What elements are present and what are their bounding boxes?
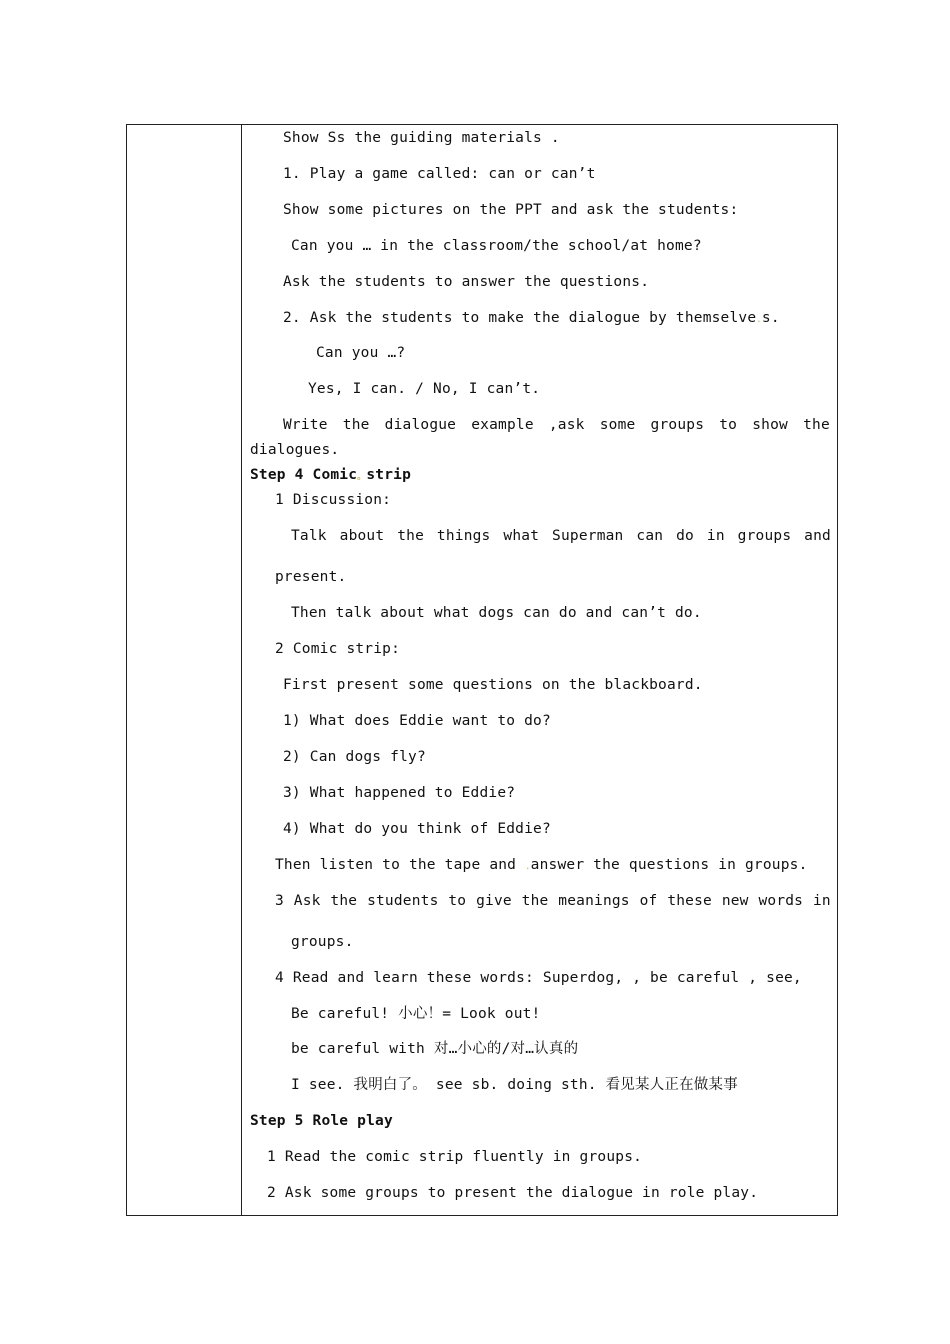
text-line: 2 Comic strip: <box>275 641 401 657</box>
text-line: Show Ss the guiding materials . <box>283 130 560 146</box>
text-line: 1. Play a game called: can or can’t <box>283 166 596 182</box>
word: do <box>676 528 694 544</box>
word: of <box>639 893 658 909</box>
word: ,ask <box>548 417 585 433</box>
text-line: 2 Ask some groups to present the dialogue in role play. <box>267 1185 759 1201</box>
text-line: dialogues. <box>250 442 340 458</box>
word: the <box>803 417 830 433</box>
word: in <box>812 893 831 909</box>
word: the <box>342 417 370 433</box>
word: to <box>448 893 467 909</box>
text-line: Can you … in the classroom/the school/at home? <box>291 238 702 254</box>
word: students <box>367 893 439 909</box>
text-line: Show some pictures on the PPT and ask the students: <box>283 202 739 218</box>
word: show <box>752 417 788 433</box>
word: dialogue <box>384 417 457 433</box>
word: in <box>706 528 725 544</box>
text-line: 1) What does Eddie want to do? <box>283 713 551 729</box>
text-line: 1 Discussion: <box>275 492 392 508</box>
text-line: Then listen to the tape and .answer the questions in groups. <box>275 857 808 873</box>
word: groups <box>737 528 792 544</box>
word: to <box>719 417 738 433</box>
text-line: be careful with 对…小心的/对…认真的 <box>291 1041 579 1057</box>
justified-line <box>275 892 831 910</box>
word: the <box>330 893 358 909</box>
text-line: Yes, I can. / No, I can’t. <box>308 381 541 397</box>
text-line: groups. <box>291 934 354 950</box>
word: new <box>721 893 749 909</box>
text-line: First present some questions on the blackboard. <box>283 677 703 693</box>
text-line: 4 Read and learn these words: Superdog, , be careful , see, <box>275 970 802 986</box>
word: the <box>397 528 424 544</box>
word: groups <box>650 417 705 433</box>
text-line: 2) Can dogs fly? <box>283 749 426 765</box>
word: Ask <box>293 893 321 909</box>
justified-line <box>283 416 830 434</box>
word: meanings <box>558 893 630 909</box>
word: the <box>521 893 549 909</box>
word: and <box>804 528 831 544</box>
word: 3 <box>275 893 284 909</box>
text-line: Then talk about what dogs can do and can’t do. <box>291 605 702 621</box>
word: Write <box>283 417 328 433</box>
text-line: 1 Read the comic strip fluently in groups. <box>267 1149 643 1165</box>
text-line: Can you …? <box>316 345 406 361</box>
column-divider <box>241 125 242 1215</box>
text-line: Ask the students to answer the questions. <box>283 274 650 290</box>
word: give <box>476 893 512 909</box>
word: what <box>503 528 540 544</box>
text-line: 2. Ask the students to make the dialogue by themselve.s. <box>283 310 780 326</box>
word: Talk <box>291 528 327 544</box>
text-line: 4) What do you think of Eddie? <box>283 821 551 837</box>
step-heading: Step 5 Role play <box>250 1113 393 1129</box>
word: example <box>471 417 534 433</box>
text-line: I see. 我明白了。 see sb. doing sth. 看见某人正在做某事 <box>291 1077 738 1093</box>
step-heading: Step 4 Comic。strip <box>250 467 412 483</box>
text-line: Be careful! 小心！= Look out! <box>291 1006 541 1022</box>
justified-line <box>291 527 831 545</box>
text-line: 3) What happened to Eddie? <box>283 785 516 801</box>
word: words <box>758 893 804 909</box>
word: about <box>339 528 385 544</box>
word: these <box>667 893 712 909</box>
word: Superman <box>552 528 624 544</box>
word: some <box>599 417 636 433</box>
word: things <box>436 528 491 544</box>
word: can <box>636 528 664 544</box>
text-line: present. <box>275 569 347 585</box>
